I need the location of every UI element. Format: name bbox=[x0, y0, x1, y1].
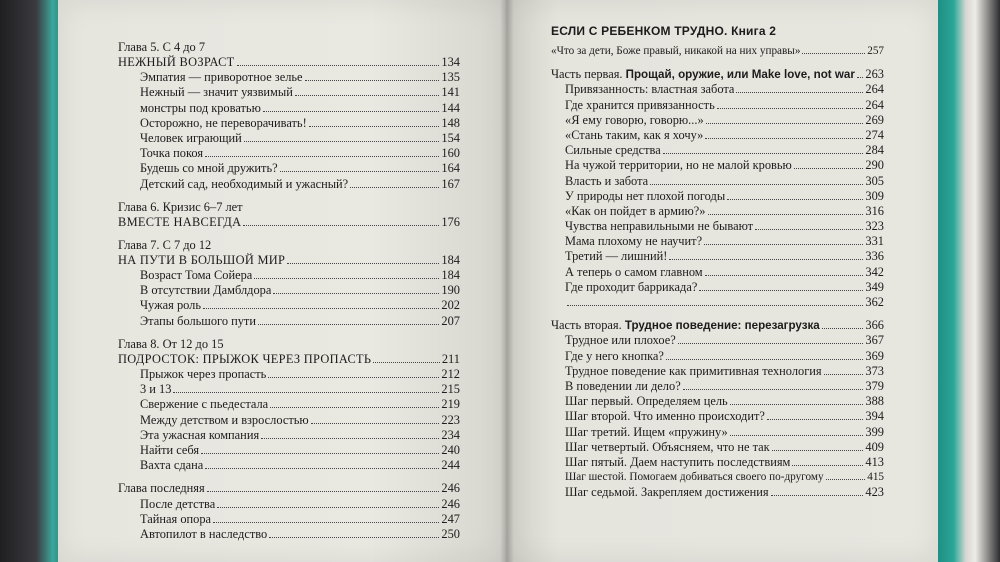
toc-entry: Детский сад, необходимый и ужасный? 167 bbox=[140, 176, 460, 191]
toc-entry: Власть и забота 305 bbox=[565, 173, 884, 188]
toc-entry: Свержение с пьедестала 219 bbox=[140, 397, 460, 412]
book-heading: ЕСЛИ С РЕБЕНКОМ ТРУДНО. Книга 2 bbox=[551, 24, 777, 38]
toc-entry: Найти себя 240 bbox=[140, 442, 460, 457]
toc-entry: Эта ужасная компания 234 bbox=[140, 427, 460, 442]
toc-entry: Шаг третий. Ищем «пружину» 399 bbox=[565, 424, 884, 439]
book-spine-shadow bbox=[500, 0, 514, 562]
toc-entry: Трудное поведение как примитивная технология 373 bbox=[565, 363, 884, 378]
toc-entry: Возраст Тома Сойера 184 bbox=[140, 268, 460, 283]
toc-entry: Глава последняя 246 bbox=[118, 481, 460, 496]
toc-entry: Вахта сдана 244 bbox=[140, 458, 460, 473]
part-label: Часть первая. bbox=[551, 67, 623, 82]
toc-entry: Шаг шестой. Помогаем добиваться своего по-другому 415 bbox=[565, 471, 884, 484]
right-toc bbox=[551, 24, 884, 500]
toc-entry: Где проходит баррикада? 349 bbox=[565, 279, 884, 294]
toc-entry: «Я ему говорю, говорю...» 269 bbox=[565, 112, 884, 127]
toc-entry: Чужая роль 202 bbox=[140, 298, 460, 313]
toc-entry: А теперь о самом главном 342 bbox=[565, 264, 884, 279]
left-toc bbox=[118, 40, 460, 542]
toc-entry: Нежный — значит уязвимый 141 bbox=[140, 85, 460, 100]
toc-entry: В отсутствии Дамблдора 190 bbox=[140, 283, 460, 298]
part-title: Прощай, оружие, или Make love, not war bbox=[625, 68, 855, 82]
toc-entry: Человек играющий 154 bbox=[140, 130, 460, 145]
toc-entry: Между детством и взрослостью 223 bbox=[140, 412, 460, 427]
toc-entry: «Стань таким, как я хочу» 274 bbox=[565, 127, 884, 142]
toc-entry: Будешь со мной дружить? 164 bbox=[140, 161, 460, 176]
toc-entry: Мама плохому не научит? 331 bbox=[565, 234, 884, 249]
toc-entry: 3 и 13 215 bbox=[140, 382, 460, 397]
toc-entry: Шаг пятый. Даем наступить последствиям 413 bbox=[565, 454, 884, 469]
toc-entry: Сильные средства 284 bbox=[565, 143, 884, 158]
part-heading: Часть вторая. Трудное поведение: перезагрузка 366 bbox=[551, 318, 884, 333]
toc-entry: Осторожно, не переворачивать! 148 bbox=[140, 115, 460, 130]
toc-entry: В поведении ли дело? 379 bbox=[565, 378, 884, 393]
book-cover-edge-left bbox=[0, 0, 60, 562]
toc-entry: НЕЖНЫЙ ВОЗРАСТ 134 bbox=[118, 55, 460, 69]
toc-entry: «Как он пойдет в армию?» 316 bbox=[565, 203, 884, 218]
toc-entry: Автопилот в наследство 250 bbox=[140, 526, 460, 541]
chapter-heading: Глава 6. Кризис 6–7 лет bbox=[118, 199, 243, 214]
toc-entry: Тайная опора 247 bbox=[140, 511, 460, 526]
toc-entry: монстры под кроватью 144 bbox=[140, 100, 460, 115]
toc-entry: Шаг четвертый. Объясняем, что не так 409 bbox=[565, 439, 884, 454]
toc-entry: На чужой территории, но не малой кровью 290 bbox=[565, 158, 884, 173]
toc-entry: Шаг первый. Определяем цель 388 bbox=[565, 394, 884, 409]
toc-entry: ВМЕСТЕ НАВСЕГДА 176 bbox=[118, 214, 460, 229]
toc-entry: Где хранится привязанность 264 bbox=[565, 97, 884, 112]
toc-entry: «Что за дети, Боже правый, никакой на них управы» 257 bbox=[551, 45, 884, 57]
toc-entry: Этапы большого пути 207 bbox=[140, 313, 460, 328]
toc-entry: 362 bbox=[551, 295, 884, 310]
chapter-heading: Глава 7. С 7 до 12 bbox=[118, 237, 212, 252]
part-label: Часть вторая. bbox=[551, 318, 622, 333]
toc-entry: Шаг седьмой. Закрепляем достижения 423 bbox=[565, 485, 884, 500]
toc-entry: У природы нет плохой погоды 309 bbox=[565, 188, 884, 203]
toc-entry: НА ПУТИ В БОЛЬШОЙ МИР 184 bbox=[118, 252, 460, 267]
toc-entry: Точка покоя 160 bbox=[140, 146, 460, 161]
toc-entry: Шаг второй. Что именно происходит? 394 bbox=[565, 409, 884, 424]
toc-entry: ПОДРОСТОК: ПРЫЖОК ЧЕРЕЗ ПРОПАСТЬ 211 bbox=[118, 351, 460, 366]
toc-entry: После детства 246 bbox=[140, 496, 460, 511]
toc-entry: Чувства неправильными не бывают 323 bbox=[565, 219, 884, 234]
chapter-heading: Глава 5. С 4 до 7 bbox=[118, 40, 206, 54]
toc-entry: Где у него кнопка? 369 bbox=[565, 348, 884, 363]
book-cover-edge-right bbox=[938, 0, 1000, 562]
toc-entry: Привязанность: властная забота 264 bbox=[565, 82, 884, 97]
toc-entry: Третий — лишний! 336 bbox=[565, 249, 884, 264]
toc-entry: Прыжок через пропасть 212 bbox=[140, 367, 460, 381]
part-heading: Часть первая. Прощай, оружие, или Make love, not war 263 bbox=[551, 67, 884, 82]
part-title: Трудное поведение: перезагрузка bbox=[624, 319, 820, 333]
toc-entry: Трудное или плохое? 367 bbox=[565, 333, 884, 348]
chapter-heading: Глава 8. От 12 до 15 bbox=[118, 336, 224, 351]
toc-entry: Эмпатия — приворотное зелье 135 bbox=[140, 70, 460, 85]
